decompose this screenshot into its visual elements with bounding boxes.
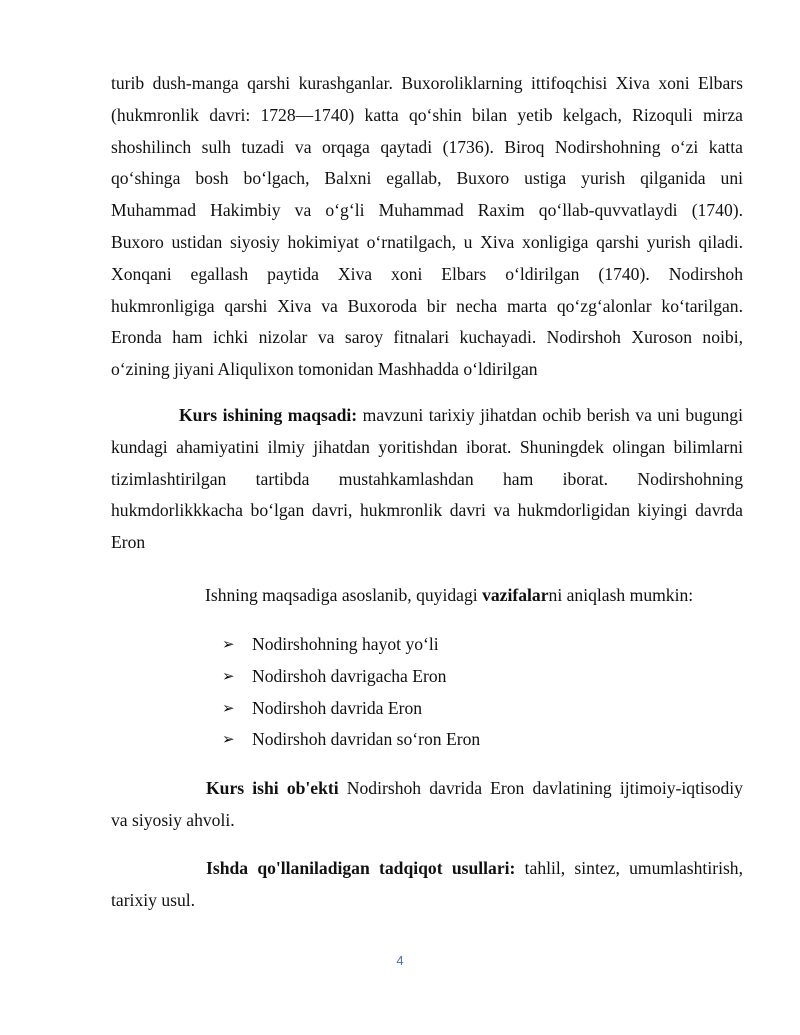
tasks-list xyxy=(222,629,480,756)
arrow-bullet-icon: ➢ xyxy=(222,698,235,717)
text-line xyxy=(111,773,743,805)
text-line: tizimlashtirilgan tartibda mustahkamlashdan ham iborat. Nodirshohning xyxy=(111,468,743,489)
tasks-intro-text: Ishning maqsadiga asoslanib, quyidagi xyxy=(205,585,483,605)
text-line: hukmdorlikkkacha bo‘lgan davri, hukmronlik davri va hukmdorligidan kiyingi davrda xyxy=(111,500,743,521)
paragraph-goal xyxy=(111,400,743,559)
paragraph-history xyxy=(111,68,743,386)
text-line xyxy=(205,580,743,612)
methods-heading: Ishda qo'llaniladigan tadqiqot usullari: xyxy=(206,858,516,878)
tasks-intro-end: ni aniqlash mumkin: xyxy=(548,585,694,605)
text-line: Eronda ham ichki nizolar va saroy fitnalari kuchayadi. Nodirshoh Xuroson noibi, xyxy=(111,327,743,348)
text-line: tarixiy usul. xyxy=(111,889,196,910)
arrow-bullet-icon: ➢ xyxy=(222,730,235,749)
text-line: qo‘shinga bosh bo‘lgach, Balxni egallab, Buxoro ustiga yurish qilganida uni xyxy=(111,168,743,189)
text-line: turib dush-manga qarshi kurashganlar. Buxoroliklarning ittifoqchisi Xiva xoni Elbars xyxy=(111,73,743,93)
list-item xyxy=(222,693,480,725)
text-line: hukmronligiga qarshi Xiva va Buxoroda bir necha marta qo‘zg‘alonlar ko‘tarilgan. xyxy=(111,295,743,316)
object-text: Nodirshoh davrida Eron davlatining ijtimoiy-iqtisodiy xyxy=(338,778,743,798)
list-item-text: Nodirshoh davridan so‘ron Eron xyxy=(252,729,481,750)
text-line: o‘zining jiyani Aliqulixon tomonidan Mashhadda o‘ldirilgan xyxy=(111,359,538,380)
text-line: Muhammad Hakimbiy va o‘g‘li Muhammad Raxim qo‘llab-quvvatlaydi (1740). xyxy=(111,200,743,221)
list-item xyxy=(222,724,480,756)
goal-heading: Kurs ishining maqsadi: xyxy=(179,405,358,425)
text-line: Buxoro ustidan siyosiy hokimiyat o‘rnatilgach, u Xiva xonligiga qarshi yurish qiladi. xyxy=(111,231,743,252)
page-number: 4 xyxy=(396,953,404,968)
list-item-text: Nodirshoh davrigacha Eron xyxy=(252,665,447,686)
list-item xyxy=(222,629,480,661)
text-line: Eron xyxy=(111,532,146,553)
text-line: shoshilinch sulh tuzadi va orqaga qaytadi (1736). Biroq Nodirshohning o‘zi katta xyxy=(111,136,743,157)
text-line xyxy=(111,400,743,432)
list-item-text: Nodirshohning hayot yo‘li xyxy=(252,634,439,654)
text-line: Xonqani egallash paytida Xiva xoni Elbars o‘ldirilgan (1740). Nodirshoh xyxy=(111,263,743,284)
methods-text: tahlil, sintez, umumlashtirish, xyxy=(515,858,743,878)
paragraph-object xyxy=(111,773,743,837)
object-heading: Kurs ishi ob'ekti xyxy=(206,778,339,798)
list-item-text: Nodirshoh davrida Eron xyxy=(252,697,423,718)
goal-text: mavzuni tarixiy jihatdan ochib berish va uni bugungi xyxy=(357,405,743,425)
arrow-bullet-icon: ➢ xyxy=(222,635,235,653)
list-item xyxy=(222,661,480,693)
tasks-keyword: vazifalar xyxy=(482,585,549,605)
paragraph-tasks-intro xyxy=(205,580,743,612)
text-line: va siyosiy ahvoli. xyxy=(111,809,235,830)
text-line: (hukmronlik davri: 1728—1740) katta qo‘shin bilan yetib kelgach, Rizoquli mirza xyxy=(111,104,743,125)
text-line xyxy=(111,853,743,885)
text-line: kundagi ahamiyatini ilmiy jihatdan yoritishdan iborat. Shuningdek olingan bilimlarni xyxy=(111,436,743,457)
paragraph-methods xyxy=(111,853,743,917)
arrow-bullet-icon: ➢ xyxy=(222,666,235,685)
